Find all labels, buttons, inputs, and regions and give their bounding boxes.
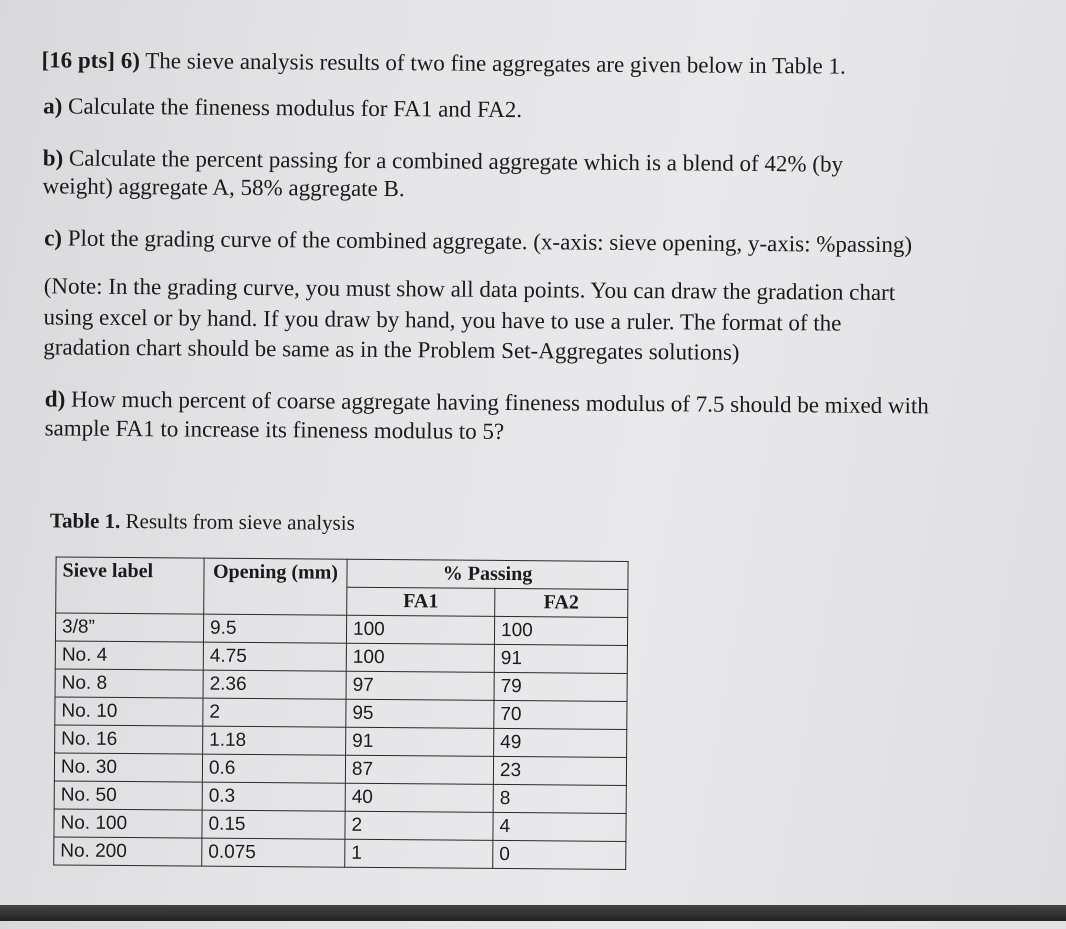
cell-opening: 2.36 [203,670,346,699]
sieve-analysis-table [53,556,628,869]
cell-opening: 0.3 [202,782,345,811]
cell-sieve-label: No. 50 [54,781,202,810]
note-line-3: gradation chart should be same as in the Problem Set-Aggregates solutions) [43,334,740,365]
cell-sieve-label: No. 10 [55,697,203,726]
part-a [43,92,522,124]
table-row [55,725,627,757]
part-d-label: d) [44,386,66,412]
cell-fa1: 97 [346,671,494,700]
cell-fa2: 0 [493,840,626,869]
part-c-text: Plot the grading curve of the combined aggregate. (x-axis: sieve opening, y-axis: %passing) [61,225,913,258]
cell-fa1: 95 [346,699,494,728]
part-b-line-2: weight) aggregate A, 58% aggregate B. [42,173,405,202]
header-fa2: FA2 [495,588,628,617]
cell-sieve-label: No. 100 [54,809,202,838]
header-fa1: FA1 [347,587,495,616]
note-line-1: (Note: In the grading curve, you must show all data points. You can draw the gradation chart [43,273,896,306]
table-row [55,613,627,645]
cell-fa2: 49 [494,728,627,757]
problem-number: [16 pts] 6) [41,47,141,74]
cell-sieve-label: No. 8 [55,669,203,698]
cell-opening: 2 [203,698,346,727]
cell-fa2: 70 [494,700,627,729]
cell-fa1: 87 [345,755,493,784]
cell-opening: 0.15 [202,810,345,839]
table-row [54,781,626,813]
table-row [55,669,627,701]
part-d-text-1: How much percent of coarse aggregate having fineness modulus of 7.5 should be mixed with [65,386,929,419]
problem-intro: The sieve analysis results of two fine aggregates are given below in Table 1. [139,48,846,79]
cell-fa1: 91 [346,727,494,756]
header-sieve-label: Sieve label [56,557,204,614]
cell-opening: 0.075 [202,838,345,867]
cell-fa1: 40 [345,783,493,812]
cell-fa2: 4 [493,812,626,841]
cell-fa1: 2 [345,811,493,840]
cell-sieve-label: No. 4 [55,641,203,670]
cell-opening: 9.5 [203,614,346,643]
note-line-2: using excel or by hand. If you draw by hand, you have to use a ruler. The format of the [43,304,842,336]
table-header-row-1 [56,557,628,589]
cell-opening: 0.6 [202,754,345,783]
table-row [55,697,627,729]
part-b-label: b) [42,145,64,171]
table-caption [50,508,355,535]
cell-opening: 4.75 [203,642,346,671]
table-caption-label: Table 1. [49,508,121,533]
part-c [44,224,912,259]
table-row [54,753,626,785]
cell-fa1: 100 [346,643,494,672]
table-row [55,641,627,673]
cell-sieve-label: 3/8” [55,613,203,642]
photo-edge-shadow [0,905,1066,921]
cell-sieve-label: No. 30 [54,753,202,782]
header-percent-passing: % Passing [347,559,628,589]
part-a-text: Calculate the fineness modulus for FA1 and FA2. [62,93,523,123]
part-d-line-2: sample FA1 to increase its fineness modulus to 5? [44,415,505,444]
header-opening: Opening (mm) [204,558,347,615]
cell-sieve-label: No. 16 [55,725,203,754]
table-caption-text: Results from sieve analysis [120,508,355,535]
cell-fa2: 8 [493,784,626,813]
cell-fa2: 91 [494,644,627,673]
cell-fa2: 23 [493,756,626,785]
cell-opening: 1.18 [203,726,346,755]
part-c-label: c) [44,225,63,251]
cell-fa1: 1 [345,839,493,868]
cell-fa2: 100 [494,616,627,645]
part-b-text-1: Calculate the percent passing for a combined aggregate which is a blend of 42% (by [63,145,844,177]
cell-fa2: 79 [494,672,627,701]
table-row [54,837,626,869]
problem-header [41,46,845,80]
cell-fa1: 100 [346,615,494,644]
table-row [54,809,626,841]
part-a-label: a) [43,93,63,119]
cell-sieve-label: No. 200 [54,837,202,866]
